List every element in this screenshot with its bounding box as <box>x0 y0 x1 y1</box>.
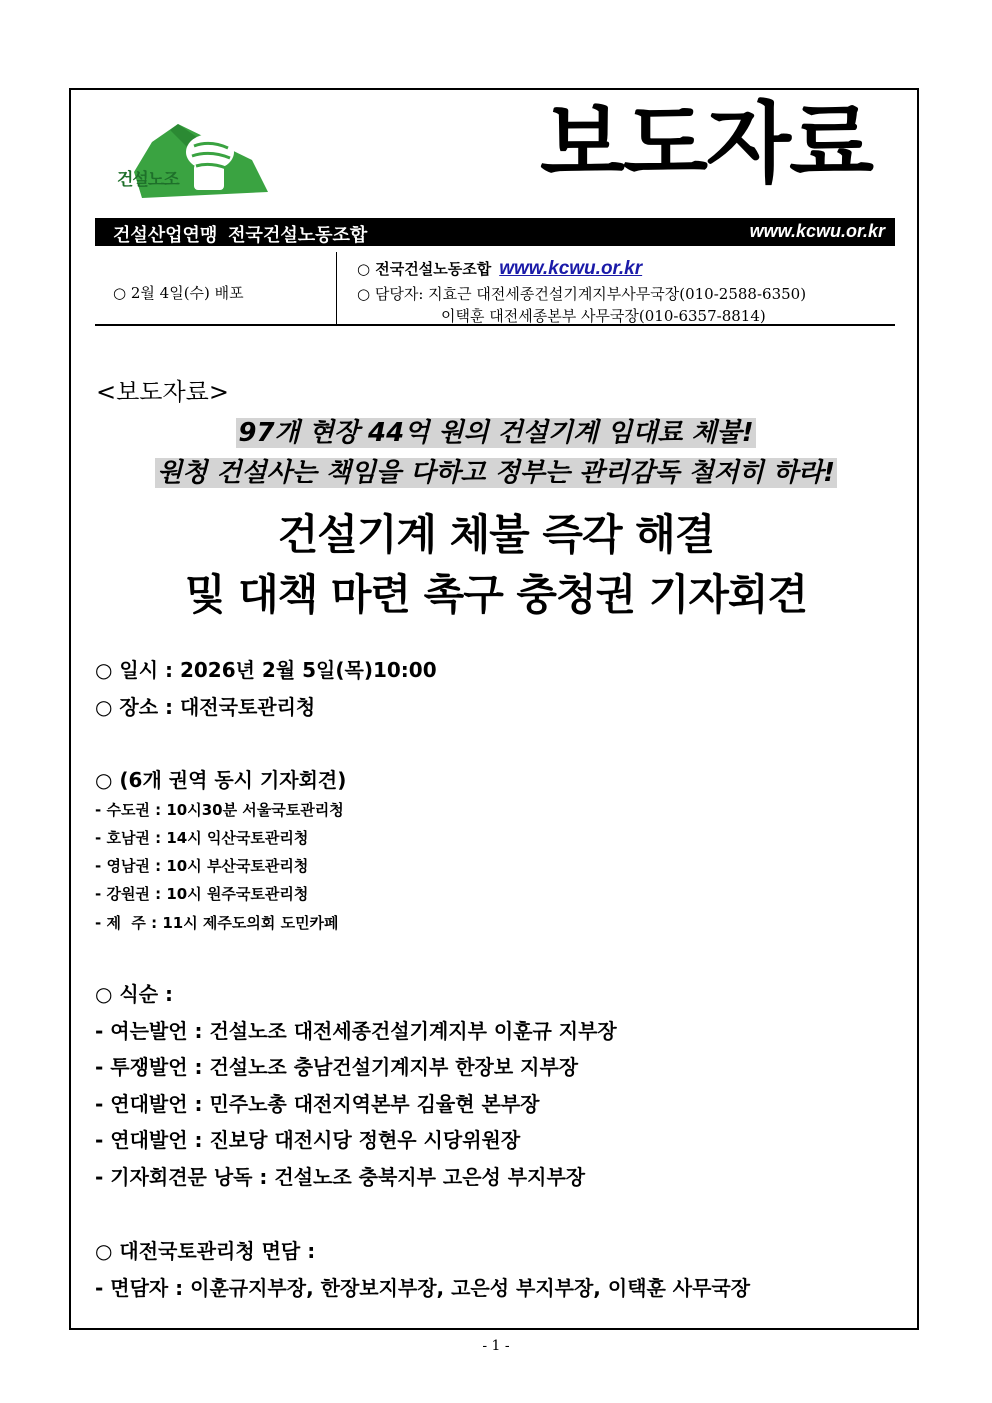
subtitle-1 <box>0 412 992 449</box>
distribution-date: ○ 2월 4일(수) 배포 <box>113 284 244 302</box>
logo-text: 건설노조 <box>117 170 179 190</box>
program-item: - 기자회견문 낭독 : 건설노조 충북지부 고은성 부지부장 <box>95 1165 586 1189</box>
info-divider <box>336 252 337 324</box>
regions-title: ○ (6개 권역 동시 기자회견) <box>95 768 347 792</box>
press-release-label: <보도자료> <box>96 378 229 406</box>
release-info-table <box>95 252 895 326</box>
contact-url-link[interactable]: www.kcwu.or.kr <box>499 258 643 279</box>
subtitle-2 <box>0 452 992 489</box>
region-item: - 영남권 : 10시 부산국토관리청 <box>95 857 309 875</box>
org-bar <box>95 218 895 246</box>
event-datetime: ○ 일시 : 2026년 2월 5일(목)10:00 <box>95 658 437 682</box>
meeting-attendees: - 면담자 : 이훈규지부장, 한장보지부장, 고은성 부지부장, 이택훈 사무국장 <box>95 1276 751 1300</box>
program-item: - 여는발언 : 건설노조 대전세종건설기계지부 이훈규 지부장 <box>95 1019 617 1043</box>
region-item: - 호남권 : 14시 익산국토관리청 <box>95 829 309 847</box>
page-number: - 1 - <box>482 1338 510 1354</box>
region-item: - 수도권 : 10시30분 서울국토관리청 <box>95 801 344 819</box>
subtitle-1-text: 97개 현장 44억 원의 건설기계 임대료 체불! <box>238 418 754 448</box>
subtitle-2-text: 원청 건설사는 책임을 다하고 정부는 관리감독 철저히 하라! <box>156 458 835 488</box>
region-item: - 강원권 : 10시 원주국토관리청 <box>95 885 309 903</box>
org-name: 건설산업연맹 전국건설노동조합 <box>113 225 368 246</box>
contact-person-1: ○ 담당자: 지효근 대전세종건설기계지부사무국장(010-2588-6350) <box>357 285 807 303</box>
press-release-title: 보도자료 <box>540 92 873 195</box>
headline-line-1: 건설기계 체불 즉각 해결 <box>277 510 715 559</box>
region-item: - 제 주 : 11시 제주도의회 도민카페 <box>95 914 339 932</box>
program-title: ○ 식순 : <box>95 982 174 1006</box>
contact-person-2: 이택훈 대전세종본부 사무국장(010-6357-8814) <box>441 307 766 325</box>
contact-org-name: ○ 전국건설노동조합 <box>357 260 492 278</box>
headline-line-2: 및 대책 마련 촉구 충청권 기자회견 <box>184 570 808 619</box>
contact-org <box>357 258 642 280</box>
meeting-title: ○ 대전국토관리청 면담 : <box>95 1239 316 1263</box>
org-website[interactable]: www.kcwu.or.kr <box>749 221 885 241</box>
event-place: ○ 장소 : 대전국토관리청 <box>95 695 316 719</box>
program-item: - 연대발언 : 진보당 대전시당 정현우 시당위원장 <box>95 1128 521 1152</box>
program-item: - 연대발언 : 민주노총 대전지역본부 김율현 본부장 <box>95 1092 540 1116</box>
program-item: - 투쟁발언 : 건설노조 충남건설기계지부 한장보 지부장 <box>95 1055 579 1079</box>
